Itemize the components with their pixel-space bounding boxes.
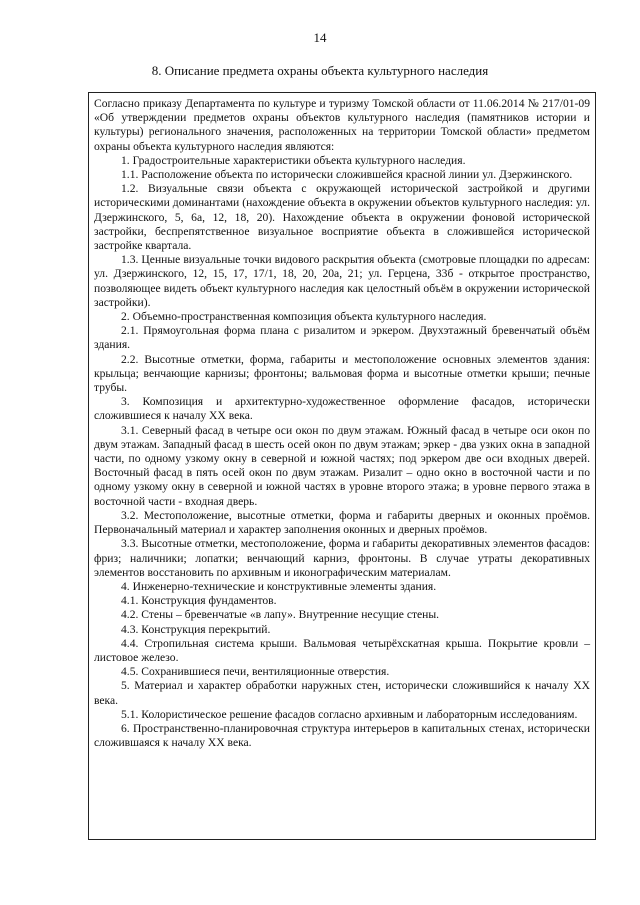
item-2-2: 2.2. Высотные отметки, форма, габариты и местоположение основных элементов здания: крыльца; венчающие карнизы; фронтоны; вальмовая форма и высотные отметки крыши; печные трубы. — [94, 352, 590, 395]
page-number: 14 — [313, 30, 327, 45]
item-4-5: 4.5. Сохранившиеся печи, вентиляционные отверстия. — [121, 665, 390, 679]
section-heading: 8. Описание предмета охраны объекта культурного наследия — [151, 63, 489, 78]
item-3-1: 3.1. Северный фасад в четыре оси окон по двум этажам. Южный фасад в четыре оси окон по двум этажам. Западный фасад в шесть осей окон по двум этажам; эркер - два узких окна в западной части, по одному узкому окну в северной и южной частях; под эркером две оси входных дверей. Восточный фасад в пять осей окон по двум этажам. Ризалит – одно окно в восточной части и по одному узкому окну в северной и южной частях в уровне второго этажа; в уровне первого этажа в восточной части - входная дверь. — [94, 423, 590, 508]
protection-subject-table — [88, 92, 596, 840]
item-3: 3. Композиция и архитектурно-художественное оформление фасадов, исторически сложившиеся к началу XX века. — [94, 395, 590, 423]
item-4-4: 4.4. Стропильная система крыши. Вальмовая четырёхскатная крыша. Покрытие кровли – листовое железо. — [94, 636, 590, 664]
item-2: 2. Объемно-пространственная композиция объекта культурного наследия. — [121, 310, 487, 324]
item-1-3: 1.3. Ценные визуальные точки видового раскрытия объекта (смотровые площадки по адресам: ул. Дзержинского, 12, 15, 17, 17/1, 18, 20, 20а, 21; ул. Герцена, 33б - открытое пространство, позволяющее видеть объект культурного наследия как целостный объём в окружении исторической застройки). — [94, 253, 590, 309]
item-6: 6. Пространственно-планировочная структура интерьеров в капитальных стенах, исторически сложившаяся к началу XX века. — [94, 721, 590, 750]
item-1-2: 1.2. Визуальные связи объекта с окружающей исторической застройкой и другими историческими доминантами (нахождение объекта в окружении объектов культурного наследия: ул. Дзержинского, 5, 6а, 12, 18, 20). Нахождение объекта в окружении фоновой исторической застройки, беспрепятственное визуальное восприятие объекта в сложившейся исторической застройке квартала. — [94, 182, 590, 253]
item-5-1: 5.1. Колористическое решение фасадов согласно архивным и лабораторным исследованиям. — [121, 707, 578, 721]
item-4-2: 4.2. Стены – бревенчатые «в лапу». Внутренние несущие стены. — [121, 608, 440, 622]
intro-paragraph: Согласно приказу Департамента по культуре и туризму Томской области от 11.06.2014 № 217/01-09 «Об утверждении предметов охраны объектов культурного наследия (памятников истории и культуры) регионального значения, расположенных на территории Томской области» предметом охраны объекта культурного наследия являются: — [94, 97, 590, 153]
item-1-1: 1.1. Расположение объекта по исторически сложившейся красной линии ул. Дзержинского. — [121, 168, 573, 182]
item-5: 5. Материал и характер обработки наружных стен, исторически сложившийся к началу XX века. — [94, 679, 590, 707]
item-4: 4. Инженерно-технические и конструктивные элементы здания. — [121, 579, 437, 593]
item-1: 1. Градостроительные характеристики объекта культурного наследия. — [121, 153, 466, 167]
item-4-1: 4.1. Конструкция фундаментов. — [121, 594, 277, 608]
item-4-3: 4.3. Конструкция перекрытий. — [121, 622, 271, 636]
item-3-3: 3.3. Высотные отметки, местоположение, форма и габариты декоративных элементов фасадов: фриз; наличники; лопатки; венчающий карниз, фронтоны. В случае утраты декоративных элементов восстановить по архивным и иконографическим материалам. — [94, 537, 590, 579]
item-3-2: 3.2. Местоположение, высотные отметки, форма и габариты дверных и оконных проёмов. Первоначальный материал и характер заполнения оконных и дверных проёмов. — [94, 508, 590, 537]
item-2-1: 2.1. Прямоугольная форма плана с ризалитом и эркером. Двухэтажный бревенчатый объём здания. — [94, 324, 590, 352]
